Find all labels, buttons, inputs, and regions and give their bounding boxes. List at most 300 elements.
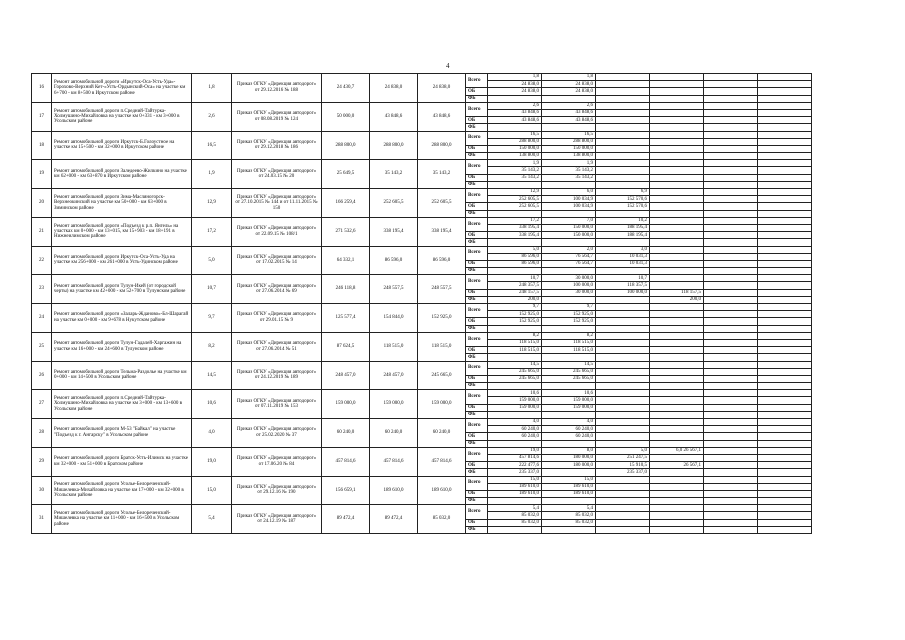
contract-value: 248 457,0 — [370, 361, 418, 390]
label-fb: ФБ — [466, 383, 488, 390]
blank — [758, 354, 812, 361]
ob-c1: 189 610,0 — [542, 490, 596, 497]
total-c4 — [596, 483, 650, 490]
fb-c1 — [542, 239, 596, 246]
total-extra — [704, 246, 758, 253]
total-c1: 2,0 — [542, 246, 596, 253]
blank — [758, 440, 812, 447]
blank — [758, 469, 812, 476]
fb-c2 — [596, 526, 650, 533]
ob-c1: 76 564,7 — [542, 260, 596, 267]
total-c4: 188 195,4 — [596, 224, 650, 231]
total-c2: 24 838,0 — [542, 81, 596, 88]
total-c5 — [650, 361, 704, 368]
blank — [704, 109, 758, 116]
label-ob: ОБ — [466, 260, 488, 267]
blank — [758, 519, 812, 526]
fb-c3 — [650, 124, 704, 131]
total-length: 10,6 — [488, 390, 542, 397]
blank — [758, 512, 812, 519]
label-fb: ФБ — [466, 95, 488, 102]
ob-c2 — [596, 318, 650, 325]
estimate-value: 156 659,1 — [322, 476, 370, 505]
total-c3: 10,7 — [596, 275, 650, 282]
order-document: Приказ ОГКУ «Дирекция автодорог» от 24.12.2019 № 189 — [232, 361, 322, 390]
blank — [758, 203, 812, 210]
total-c2: 245 665,0 — [542, 368, 596, 375]
fb-c1 — [542, 268, 596, 275]
total-extra2 — [758, 102, 812, 109]
total-c4 — [596, 109, 650, 116]
total-c1: 8,2 — [542, 332, 596, 339]
total-value: 85 032,0 — [418, 505, 466, 534]
total-c1: 5,4 — [542, 505, 596, 512]
fb-c3 — [650, 411, 704, 418]
fb-c2 — [596, 210, 650, 217]
blank — [758, 181, 812, 188]
ob-c2 — [596, 174, 650, 181]
blank — [758, 196, 812, 203]
estimate-value: 166 259,4 — [322, 189, 370, 218]
blank — [704, 181, 758, 188]
blank — [650, 167, 704, 174]
total-sum: 43 848,6 — [488, 109, 542, 116]
fb-c2 — [596, 411, 650, 418]
total-c4 — [596, 167, 650, 174]
order-document: Приказ ОГКУ «Дирекция автодорог» от 29.12.16 № 190 — [232, 476, 322, 505]
blank — [758, 210, 812, 217]
total-length: 15,0 — [488, 476, 542, 483]
label-fb: ФБ — [466, 296, 488, 303]
total-c4: 10 031,3 — [596, 253, 650, 260]
total-c2: 100 034,9 — [542, 196, 596, 203]
blank — [650, 426, 704, 433]
ob-c2: 188 195,4 — [596, 232, 650, 239]
total-c3: 5,0 — [596, 447, 650, 454]
label-fb: ФБ — [466, 239, 488, 246]
order-document: Приказ ОГКУ «Дирекция автодорог» от 07.11.2019 № 153 — [232, 390, 322, 419]
road-name: Ремонт автомобильной дороги Тулун-Гадалей-Харгажин на участке км 16+000 - км 24+600 в Тулунском районе — [52, 332, 192, 361]
blank — [704, 153, 758, 160]
ob-c1: 35 143,2 — [542, 174, 596, 181]
total-extra — [704, 476, 758, 483]
order-document: Приказ ОГКУ «Дирекция автодорог» от 29.12.2016 № 188 — [232, 74, 322, 103]
blank — [758, 462, 812, 469]
contract-value: 338 195,4 — [370, 217, 418, 246]
label-ob: ОБ — [466, 232, 488, 239]
blank — [704, 512, 758, 519]
blank — [650, 512, 704, 519]
fb-c2 — [596, 239, 650, 246]
label-total: Всего — [466, 217, 488, 231]
blank — [704, 354, 758, 361]
blank — [758, 260, 812, 267]
total-c3: 3,0 — [596, 246, 650, 253]
contract-value: 60 240,0 — [370, 419, 418, 448]
blank — [704, 454, 758, 461]
blank — [650, 138, 704, 145]
contract-value: 159 000,0 — [370, 390, 418, 419]
table-row — [32, 476, 905, 483]
ob-c3 — [650, 490, 704, 497]
blank — [704, 196, 758, 203]
label-fb: ФБ — [466, 325, 488, 332]
total-value: 43 848,6 — [418, 102, 466, 131]
blank — [704, 268, 758, 275]
fb-c1 — [542, 354, 596, 361]
total-c5 — [650, 189, 704, 196]
blank — [704, 253, 758, 260]
row-number: 23 — [32, 275, 52, 304]
table-row — [32, 131, 905, 138]
label-ob: ОБ — [466, 375, 488, 382]
total-c3 — [596, 102, 650, 109]
ob-c2 — [596, 490, 650, 497]
total-value: 24 838,0 — [418, 74, 466, 103]
total-c1: 4,0 — [542, 419, 596, 426]
blank — [758, 397, 812, 404]
label-total: Всего — [466, 476, 488, 490]
ob-c3 — [650, 174, 704, 181]
estimate-value: 248 457,0 — [322, 361, 370, 390]
total-length: 4,0 — [488, 419, 542, 426]
ob-c2 — [596, 433, 650, 440]
total-c2: 152 925,0 — [542, 311, 596, 318]
blank — [758, 347, 812, 354]
blank — [650, 454, 704, 461]
ob-c1: 150 000,0 — [542, 145, 596, 152]
blank — [704, 404, 758, 411]
contract-value: 89 472,4 — [370, 505, 418, 534]
fb-total — [488, 383, 542, 390]
fb-c3 — [650, 210, 704, 217]
table-row — [32, 275, 905, 282]
order-document: Приказ ОГКУ «Дирекция автодорог» от 24.03.15 № 20 — [232, 160, 322, 189]
fb-total: 138 800,0 — [488, 153, 542, 160]
total-sum: 24 838,0 — [488, 81, 542, 88]
total-c2: 100 000,0 — [542, 282, 596, 289]
label-ob: ОБ — [466, 174, 488, 181]
row-number: 28 — [32, 419, 52, 448]
fb-total — [488, 210, 542, 217]
table-row — [32, 189, 905, 196]
total-c2: 60 240,0 — [542, 426, 596, 433]
total-c1: 16,5 — [542, 131, 596, 138]
label-fb: ФБ — [466, 526, 488, 533]
total-c3 — [596, 476, 650, 483]
blank — [758, 124, 812, 131]
contract-value: 118 515,0 — [370, 332, 418, 361]
estimate-value: 246 118,8 — [322, 275, 370, 304]
blank — [704, 339, 758, 346]
estimate-value: 159 000,0 — [322, 390, 370, 419]
fb-total — [488, 440, 542, 447]
table-row — [32, 505, 905, 512]
row-number: 18 — [32, 131, 52, 160]
ob-c1: 245 665,0 — [542, 375, 596, 382]
total-extra2 — [758, 419, 812, 426]
fb-c2 — [596, 95, 650, 102]
blank — [758, 174, 812, 181]
road-name: Ремонт автомобильной дороги Иркутск-Б.Голоустное на участке км 15+500 - км 32+000 в Иркутском районе — [52, 131, 192, 160]
table-row — [32, 304, 905, 311]
road-repair-table — [31, 73, 885, 534]
total-c4 — [596, 426, 650, 433]
total-value: 288 800,0 — [418, 131, 466, 160]
total-c3: 10,2 — [596, 217, 650, 224]
total-extra — [704, 160, 758, 167]
ob-total: 85 032,0 — [488, 519, 542, 526]
blank — [704, 296, 758, 303]
blank — [650, 81, 704, 88]
fb-c3 — [650, 498, 704, 505]
road-name: Ремонт автомобильной дороги «Подъезд к р.п. Янгель» на участках км 0+000 - км 13+015, км 15+903 - км 18+191 в Нижнеилимском районе — [52, 217, 192, 246]
label-ob: ОБ — [466, 88, 488, 95]
label-ob: ОБ — [466, 519, 488, 526]
ob-total: 189 610,0 — [488, 490, 542, 497]
ob-c2: 15 910,5 — [596, 462, 650, 469]
total-sum: 86 596,0 — [488, 253, 542, 260]
total-extra2 — [758, 332, 812, 339]
label-total: Всего — [466, 131, 488, 145]
blank — [758, 375, 812, 382]
total-length: 1,9 — [488, 160, 542, 167]
total-c5 — [650, 246, 704, 253]
ob-total: 222 477,6 — [488, 462, 542, 469]
order-document: Приказ ОГКУ «Дирекция автодорог» от 27.10.2015 № 144 и от 11.11.2015 № 150 — [232, 189, 322, 218]
blank — [758, 232, 812, 239]
total-c1: 1,9 — [542, 160, 596, 167]
ob-total: 35 143,2 — [488, 174, 542, 181]
total-sum: 189 610,0 — [488, 483, 542, 490]
fb-c2: 235 337,0 — [596, 469, 650, 476]
fb-c3 — [650, 526, 704, 533]
order-document: Приказ ОГКУ «Дирекция автодорог» от 17.06.20 № 84 — [232, 447, 322, 476]
blank — [758, 368, 812, 375]
contract-value: 457 814,6 — [370, 447, 418, 476]
road-length: 12,9 — [192, 189, 232, 218]
total-value: 159 000,0 — [418, 390, 466, 419]
total-extra2 — [758, 246, 812, 253]
blank — [758, 289, 812, 296]
total-length: 8,2 — [488, 332, 542, 339]
ob-c1: 30 000,0 — [542, 289, 596, 296]
blank — [758, 426, 812, 433]
table-row — [32, 160, 905, 167]
total-length: 9,7 — [488, 304, 542, 311]
fb-c1 — [542, 383, 596, 390]
label-ob: ОБ — [466, 462, 488, 469]
label-total: Всего — [466, 304, 488, 318]
blank — [704, 88, 758, 95]
row-number: 31 — [32, 505, 52, 534]
blank — [704, 490, 758, 497]
fb-c3 — [650, 383, 704, 390]
road-name: Ремонт автомобильной дороги п.Средний-Тайтурка-Холмушино-Михайловка на участке км 3+000 - км 13+600 в Усольском районе — [52, 390, 192, 419]
blank — [758, 153, 812, 160]
total-extra2 — [758, 217, 812, 224]
blank — [758, 483, 812, 490]
blank — [758, 411, 812, 418]
ob-c3: 118 157,5 — [650, 289, 704, 296]
contract-value: 189 610,0 — [370, 476, 418, 505]
row-number: 25 — [32, 332, 52, 361]
fb-c3 — [650, 95, 704, 102]
total-value: 245 665,0 — [418, 361, 466, 390]
fb-c1 — [542, 411, 596, 418]
road-length: 8,2 — [192, 332, 232, 361]
total-c5 — [650, 160, 704, 167]
ob-c2 — [596, 519, 650, 526]
total-extra — [704, 304, 758, 311]
label-ob: ОБ — [466, 203, 488, 210]
blank — [704, 167, 758, 174]
blank — [758, 325, 812, 332]
total-c1: 7,0 — [542, 217, 596, 224]
label-total: Всего — [466, 102, 488, 116]
total-c3 — [596, 160, 650, 167]
label-ob: ОБ — [466, 490, 488, 497]
ob-c1: 43 848,6 — [542, 117, 596, 124]
blank — [758, 339, 812, 346]
estimate-value: 25 649,5 — [322, 160, 370, 189]
ob-c1: 85 032,0 — [542, 519, 596, 526]
total-sum: 457 814,6 — [488, 454, 542, 461]
blank — [758, 88, 812, 95]
ob-c2 — [596, 347, 650, 354]
contract-value: 248 557,5 — [370, 275, 418, 304]
row-number: 24 — [32, 304, 52, 333]
total-c5 — [650, 390, 704, 397]
ob-total: 152 925,0 — [488, 318, 542, 325]
fb-total — [488, 181, 542, 188]
label-fb: ФБ — [466, 354, 488, 361]
total-sum: 252 605,5 — [488, 196, 542, 203]
total-c4 — [596, 81, 650, 88]
table-row — [32, 217, 905, 224]
row-number: 26 — [32, 361, 52, 390]
fb-c3 — [650, 440, 704, 447]
blank — [704, 260, 758, 267]
total-c2: 85 032,0 — [542, 512, 596, 519]
ob-c3 — [650, 203, 704, 210]
blank — [704, 440, 758, 447]
total-extra — [704, 390, 758, 397]
contract-value: 86 596,0 — [370, 246, 418, 275]
ob-total: 24 838,0 — [488, 88, 542, 95]
road-name: Ремонт автомобильной дороги Зима-Масляногорск-Верхнеокинский на участке км 50+000 - км 63+000 в Зиминском районе — [52, 189, 192, 218]
blank — [758, 404, 812, 411]
road-name: Ремонт автомобильной дороги «Иркутск-Оса-Усть-Уда»-Горохово-Верхний Кет-«Усть-Ордынский-Оса» на участке км 6+700 - км 8+500 в Иркутском районе — [52, 74, 192, 103]
road-length: 4,0 — [192, 419, 232, 448]
blank — [650, 224, 704, 231]
order-document: Приказ ОГКУ «Дирекция автодорог» от 24.12.19 № 187 — [232, 505, 322, 534]
label-fb: ФБ — [466, 440, 488, 447]
fb-c2 — [596, 124, 650, 131]
total-length: 14,5 — [488, 361, 542, 368]
table-row — [32, 332, 905, 339]
total-c4 — [596, 311, 650, 318]
blank — [758, 81, 812, 88]
blank — [704, 81, 758, 88]
total-extra — [704, 275, 758, 282]
total-length: 5,0 — [488, 246, 542, 253]
total-c5 — [650, 419, 704, 426]
blank — [704, 318, 758, 325]
blank — [704, 498, 758, 505]
contract-value: 154 844,0 — [370, 304, 418, 333]
total-extra — [704, 447, 758, 454]
road-length: 19,0 — [192, 447, 232, 476]
fb-c1 — [542, 296, 596, 303]
total-c4 — [596, 512, 650, 519]
total-extra2 — [758, 361, 812, 368]
blank — [758, 490, 812, 497]
ob-c3 — [650, 318, 704, 325]
blank — [704, 282, 758, 289]
road-name: Ремонт автомобильной дороги Тулун-Икей (от городской черты) на участке км 42+000 - км 52+700 в Тулунском районе — [52, 275, 192, 304]
ob-c3 — [650, 117, 704, 124]
order-document: Приказ ОГКУ «Дирекция автодорог» от 29.12.2018 № 186 — [232, 131, 322, 160]
blank — [650, 109, 704, 116]
fb-c1 — [542, 181, 596, 188]
total-extra2 — [758, 390, 812, 397]
fb-c1 — [542, 124, 596, 131]
label-total: Всего — [466, 74, 488, 88]
total-c1: 1,8 — [542, 74, 596, 81]
label-ob: ОБ — [466, 318, 488, 325]
label-fb: ФБ — [466, 498, 488, 505]
blank — [758, 109, 812, 116]
blank — [704, 397, 758, 404]
total-c1: 10,6 — [542, 390, 596, 397]
total-c5 — [650, 304, 704, 311]
total-c5: 6,0 26 567,1 — [650, 447, 704, 454]
total-extra — [704, 332, 758, 339]
total-value: 118 515,0 — [418, 332, 466, 361]
order-document: Приказ ОГКУ «Дирекция автодорог» от 08.08.2019 № 124 — [232, 102, 322, 131]
ob-c1: 60 240,0 — [542, 433, 596, 440]
blank — [758, 268, 812, 275]
table-row — [32, 246, 905, 253]
total-sum: 60 240,0 — [488, 426, 542, 433]
road-name: Ремонт автомобильной дороги Усолье-Белореченский-Мишелевка-Михайловка на участке км 17+000 - км 32+000 в Усольском районе — [52, 476, 192, 505]
blank — [758, 239, 812, 246]
total-value: 457 814,6 — [418, 447, 466, 476]
estimate-value: 24 430,7 — [322, 74, 370, 103]
blank — [704, 203, 758, 210]
blank — [704, 311, 758, 318]
estimate-value: 271 532,6 — [322, 217, 370, 246]
fb-c2 — [596, 498, 650, 505]
total-c3: 6,9 — [596, 189, 650, 196]
fb-c3: 200,0 — [650, 296, 704, 303]
ob-c3 — [650, 347, 704, 354]
row-number: 22 — [32, 246, 52, 275]
blank — [704, 239, 758, 246]
order-document: Приказ ОГКУ «Дирекция автодорог» от 22.09.15 № 108/1 — [232, 217, 322, 246]
fb-c1 — [542, 440, 596, 447]
road-length: 1,8 — [192, 74, 232, 103]
ob-total: 252 605,5 — [488, 203, 542, 210]
ob-total: 248 157,5 — [488, 289, 542, 296]
ob-c1: 118 515,0 — [542, 347, 596, 354]
total-c4: 152 570,6 — [596, 196, 650, 203]
total-c5 — [650, 217, 704, 224]
total-c2: 189 610,0 — [542, 483, 596, 490]
ob-total: 118 515,0 — [488, 347, 542, 354]
blank — [704, 383, 758, 390]
